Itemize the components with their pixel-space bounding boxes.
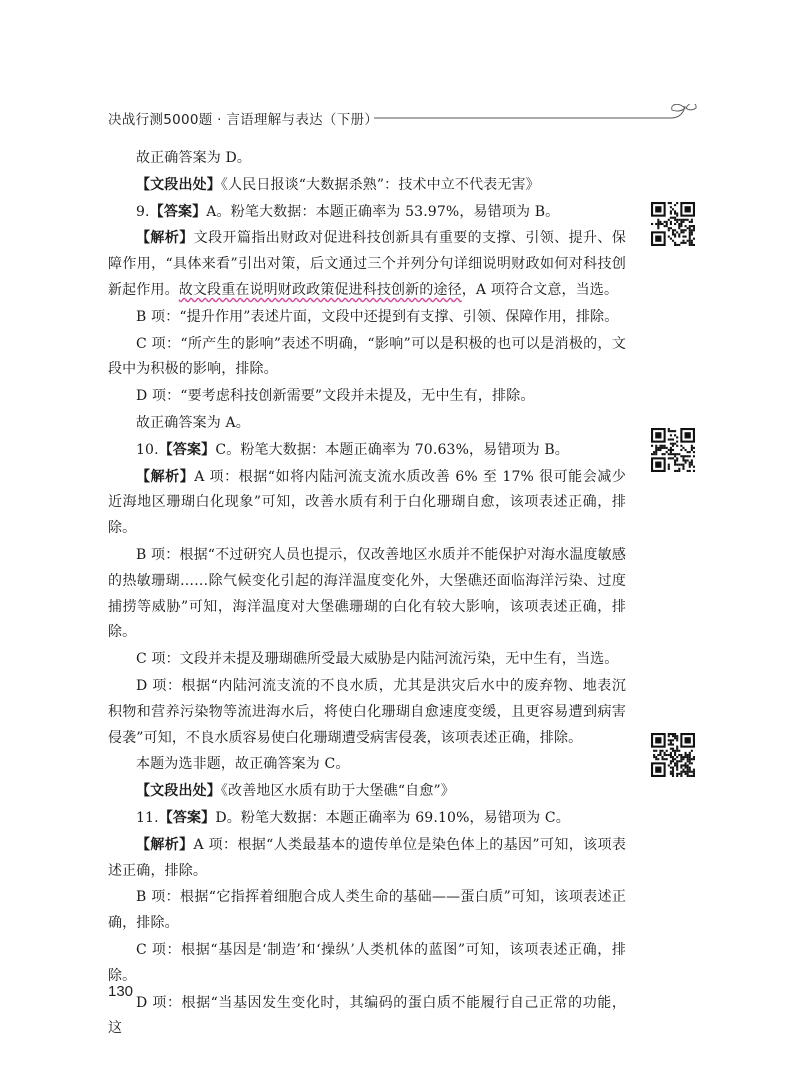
question-number: 11. <box>136 809 159 826</box>
source-label: 【文段出处】 <box>136 176 221 193</box>
question-9-answer <box>108 200 626 226</box>
analysis-text: 文段开篇指出财政对促进科技创新具有重要的支撑、引领、提升、保障作用，“具体来看”引出对策，后文通过三个并列分句详细说明财政如何对科技创新起作用。 <box>108 230 626 298</box>
header-title: 决战行测5000题 · 言语理解与表达（下册） <box>108 112 379 128</box>
running-header <box>108 104 698 134</box>
qr-code-icon[interactable] <box>651 202 695 246</box>
answer-label: 【答案】 <box>158 441 216 458</box>
answer-explanations <box>108 146 626 1042</box>
source-text: 《改善地区水质有助于大堡礁“自愈”》 <box>220 783 455 800</box>
answer-label: 【答案】 <box>158 809 216 826</box>
option-b: B 项：根据“不过研究人员也提示，仅改善地区水质并不能保护对海水温度敏感的热敏珊瑚……除气候变化引起的海洋温度变化外，大堡礁还面临海洋污染、过度捕捞等威胁”可知，海洋温度对大堡礁珊瑚的白化有较大影响，该项表述正确，排除。 <box>108 546 626 641</box>
qr-code-icon[interactable] <box>651 733 695 777</box>
wavy-underlined-text: 故文段重在说明财政政策促进科技创新的途径 <box>178 281 462 298</box>
question-number: 9. <box>136 203 150 220</box>
answer-label: 【答案】 <box>149 203 207 220</box>
qr-code-graphic <box>651 733 695 777</box>
analysis-text-end: ，A 项符合文意，当选。 <box>461 281 619 298</box>
answer-text: C。粉笔大数据：本题正确率为 70.63%，易错项为 B。 <box>215 441 569 458</box>
option-c: C 项：根据“基因是‘制造’和‘操纵’人类机体的蓝图”可知，该项表述正确，排除。 <box>108 941 626 984</box>
page-number: 130 <box>108 983 134 1000</box>
qr-code-graphic <box>651 428 695 472</box>
option-d: D 项：根据“当基因发生变化时，其编码的蛋白质不能履行自己正常的功能，这 <box>108 994 626 1037</box>
answer-line: 故正确答案为 D。 <box>136 150 252 166</box>
question-10-answer <box>108 438 626 464</box>
question-11-analysis <box>108 833 626 885</box>
option-d: D 项：根据“内陆河流支流的不良水质，尤其是洪灾后水中的废弃物、地表沉积物和营养污染物等流进海水后，将使白化珊瑚自愈速度变缓，且更容易遭到病害侵袭”可知，不良水质容易使白化珊瑚遭受病害侵袭，该项表述正确，排除。 <box>108 677 626 746</box>
analysis-label: 【解析】 <box>136 468 195 485</box>
option-b: B 项：根据“它指挥着细胞合成人类生命的基础——蛋白质”可知，该项表述正确，排除。 <box>108 889 626 932</box>
answer-text: A。粉笔大数据：本题正确率为 53.97%，易错项为 B。 <box>206 203 560 220</box>
option-b: B 项：“提升作用”表述片面，文段中还提到有支撑、引领、保障作用，排除。 <box>136 308 619 325</box>
paragraph <box>108 146 626 172</box>
answer-text: D。粉笔大数据：本题正确率为 69.10%，易错项为 C。 <box>215 809 570 826</box>
source-text: 《人民日报谈“大数据杀熟”：技术中立不代表无害》 <box>220 176 540 193</box>
qr-code-icon[interactable] <box>651 428 695 472</box>
question-10-analysis <box>108 465 626 542</box>
source-label: 【文段出处】 <box>136 783 221 800</box>
answer-line: 故正确答案为 A。 <box>136 414 250 431</box>
question-number: 10. <box>136 441 159 458</box>
source-paragraph <box>108 779 626 805</box>
question-11-answer <box>108 806 626 832</box>
option-a: A 项：根据“人类最基本的遗传单位是染色体上的基因”可知，该项表述正确，排除。 <box>108 836 626 879</box>
option-c: C 项：文段并未提及珊瑚礁所受最大威胁是内陆河流污染，无中生有，当选。 <box>136 651 619 668</box>
analysis-label: 【解析】 <box>136 230 194 247</box>
option-c: C 项：“所产生的影响”表述不明确，“影响”可以是积极的也可以是消极的，文段中为积极的影响，排除。 <box>108 335 626 378</box>
source-paragraph <box>108 173 626 199</box>
qr-code-graphic <box>651 202 695 246</box>
answer-line: 本题为选非题，故正确答案为 C。 <box>136 756 350 773</box>
analysis-label: 【解析】 <box>136 836 194 853</box>
option-d: D 项：“要考虑科技创新需要”文段并未提及，无中生有，排除。 <box>136 388 535 405</box>
question-9-analysis <box>108 226 626 303</box>
option-a: A 项：根据“如将内陆河流支流水质改善 6% 至 17% 很可能会减少近海地区珊瑚白化现象”可知，改善水质有利于白化珊瑚自愈，该项表述正确，排除。 <box>108 468 626 537</box>
